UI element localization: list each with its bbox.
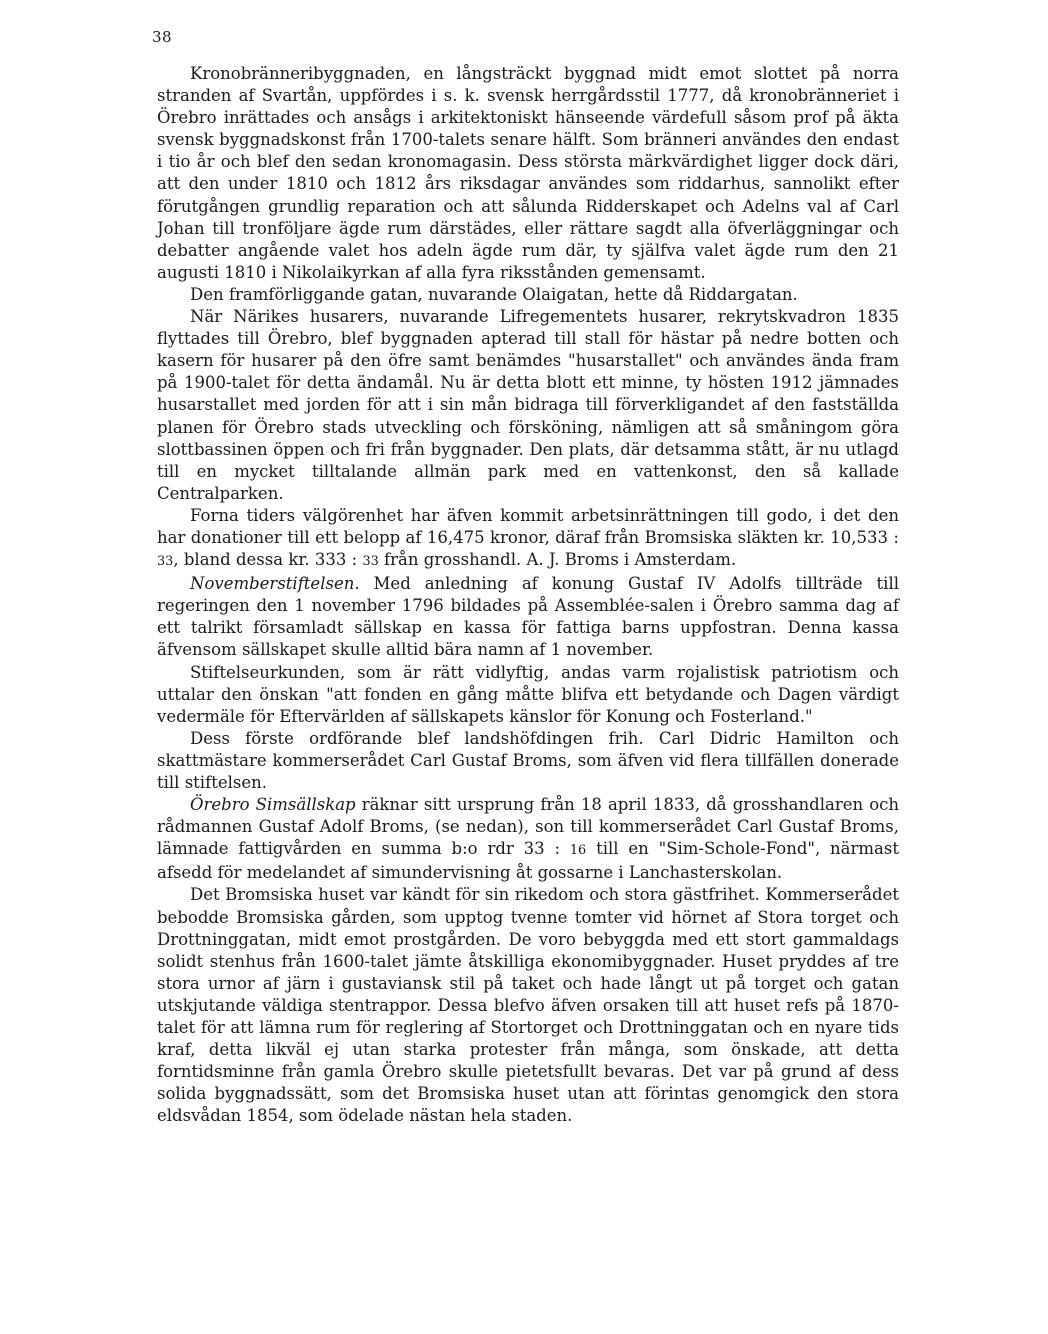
paragraph-text: Med anledning af konung Gustaf IV Adolfs tillträde till regeringen den 1 november 1796 bildades på Assemblée-salen i Örebro samma dag af ett talrikt församladt sällskap en kassa för fattiga barns uppfostran. Denna kassa äfvensom sällskapet skulle alltid bära namn af 1 november. <box>157 574 899 660</box>
paragraph-stiftelseurkunden: Stiftelseurkunden, som är rätt vidlyftig, andas varm rojalistisk patriotism och uttalar den önskan "att fonden en gång måtte blifva ett betydande och Dagen värdigt vedermäle för Eftervärlden af sällskapets känslor för Konung och Fosterland." <box>157 662 899 726</box>
paragraph-bromsiska-huset: Det Bromsiska huset var kändt för sin rikedom och stora gästfrihet. Kommerserådet bebodde Bromsiska gården, som upptog tvenne tomter vid hörnet af Stora torget och Drottninggatan, midt emot prostgården. De voro bebyggda med ett stort gammaldags solidt stenhus från 1600-talet jämte åtskilliga ekonomibyggnader. Huset pryddes af tre stora urnor af järn i gustaviansk stil på taket och hade långt ut på torget och gatan utskjutande väldiga stentrappor. Dessa blefvo äfven orsaken till att huset refs på 1870-talet för att lämna rum för reglering af Stortorget och Drottninggatan och en nyare tids kraf, detta likväl ej utan starka protester från många, som önskade, att detta forntidsminne från gamla Örebro skulle pietetsfullt bevaras. Det var på grund af dess solida byggnadssätt, som det Bromsiska huset utan att förintas genomgick den stora eldsvådan 1854, som ödelade nästan hela staden. <box>157 885 899 1126</box>
paragraph-text: från grosshandl. A. J. Broms i Amsterdam. <box>378 550 737 570</box>
paragraph-text: Forna tiders välgörenhet har äfven kommit arbetsinrättningen till godo, i det den har donationer till ett belopp af 16,475 kronor, däraf från Bromsiska släkten kr. 10,533 : <box>157 505 899 547</box>
page-number: 38 <box>152 28 173 46</box>
paragraph-husarer: När Närikes husarers, nuvarande Lifregementets husarer, rekrytskvadron 1835 flyttades till Örebro, blef byggnaden apterad till stall för hästar på nedre botten och kasern för husarer på den öfre samt benämdes "husarstallet" och användes ända fram på 1900-talet för detta ändamål. Nu är detta blott ett minne, ty hösten 1912 jämnades husarstallet med jorden för att i sin mån bidraga till förverkligandet af den fastställda planen för Örebro stads utveckling och försköning, nämligen att så småningom göra slottbassinen öppen och fri från byggnader. Den plats, där detsamma stått, är nu utlagd till en mycket tilltalande allmän park med en vattenkonst, den så kallade Centralparken. <box>157 307 899 503</box>
paragraph-text: till en "Sim-Schole-Fond", närmast afsedd för medelandet af simundervisning åt gossarne i Lanchasterskolan. <box>157 839 899 883</box>
paragraph-valgorenhet <box>157 505 899 573</box>
paragraph-forste-ordforande: Dess förste ordförande blef landshöfdingen frih. Carl Didric Hamilton och skattmästare kommerserådet Carl Gustaf Broms, som äfven vid flera tillfällen donerade till stiftelsen. <box>157 728 899 792</box>
paragraph-novemberstiftelsen <box>157 573 899 661</box>
paragraph-text: räknar sitt ursprung från 18 april 1833, då grosshandlaren och rådmannen Gustaf Adolf Broms, (se nedan), son till kommerserådet Carl Gustaf Broms, lämnade fattigvården en summa b:o rdr 33 : <box>157 795 899 859</box>
paragraph-text: , bland dessa kr. 333 : <box>173 550 363 570</box>
body-text <box>157 63 899 1128</box>
section-heading-simsallskap: Örebro Simsällskap <box>190 795 356 815</box>
small-numeral: 16 <box>569 843 587 859</box>
small-numeral: 33 <box>157 554 174 570</box>
paragraph-kronobranneri: Kronobränneribyggnaden, en långsträckt byggnad midt emot slottet på norra stranden af Svartån, uppfördes i s. k. svensk herrgårdsstil 1777, då kronobränneriet i Örebro inrättades och ansågs i arkitektoniskt hänseende värdefull såsom prof på äkta svensk byggnadskonst från 1700-talets senare hälft. Som bränneri användes den endast i tio år och blef den sedan kronomagasin. Dess största märkvärdighet ligger dock däri, att den under 1810 och 1812 års riksdagar användes som riddarhus, sannolikt efter förutgången grundlig reparation och att sålunda Ridderskapet och Adelns val af Carl Johan till tronföljare ägde rum därstädes, eller rättare sagdt alla öfverläggningar och debatter angående valet hos adeln ägde rum där, ty själfva valet ägde rum den 21 augusti 1810 i Nikolaikyrkan af alla fyra riksstånden gemensamt. <box>157 64 899 282</box>
small-numeral: 33 <box>362 554 379 570</box>
section-heading-novemberstiftelsen: Novemberstiftelsen. <box>190 574 360 594</box>
paragraph-gatan: Den framförliggande gatan, nuvarande Olaigatan, hette då Riddargatan. <box>190 284 798 304</box>
paragraph-simsallskap <box>157 794 899 884</box>
